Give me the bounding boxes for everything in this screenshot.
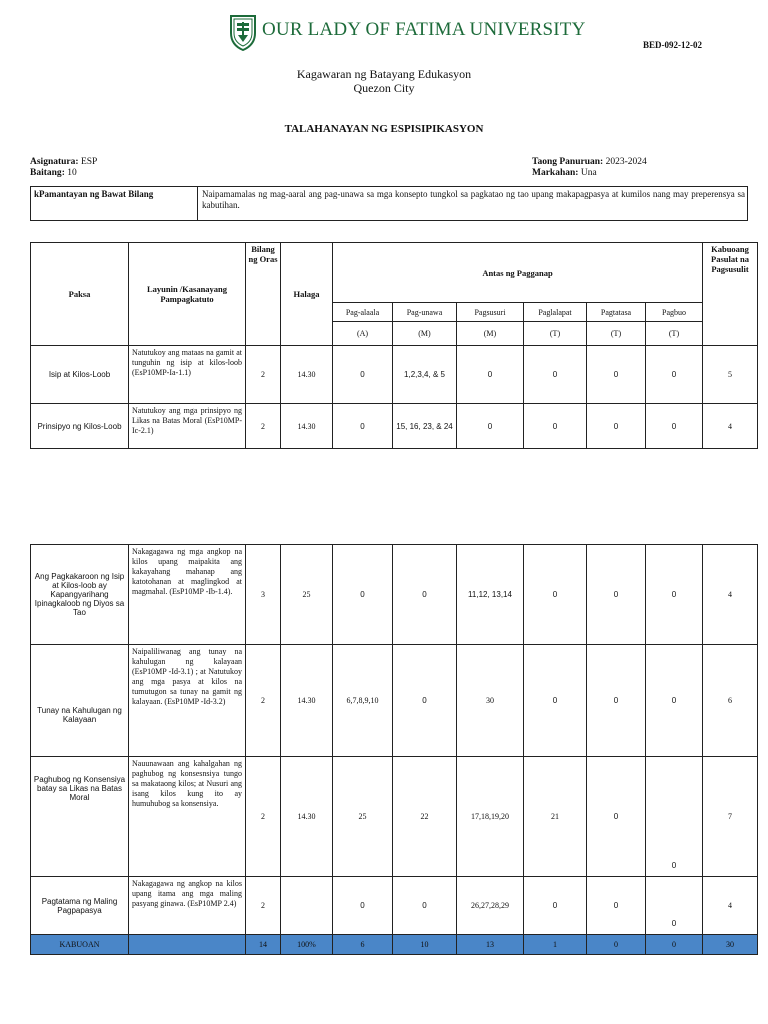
topic-cell: Ang Pagkakaroon ng Isip at Kilos-loob ay Kapangyarihang Ipinagkaloob ng Diyos sa Tao: [31, 545, 129, 645]
level-cell: 0: [524, 545, 587, 645]
department-heading: [0, 67, 768, 95]
standard-text: Naipamamalas ng mag-aaral ang pag-unawa sa mga konsepto tungkol sa pagkatao ng tao upang makapagpasya at kumilos nang may preperensya sa kabutihan.: [202, 189, 745, 210]
quarter-line: Markahan: Una: [532, 168, 597, 178]
hours-cell: 2: [246, 404, 281, 449]
school-year-value: 2023-2024: [605, 157, 647, 167]
total-cell: 4: [703, 545, 758, 645]
level-cell: 0: [524, 645, 587, 757]
hours-cell: 2: [246, 877, 281, 935]
grade-value: 10: [67, 168, 77, 178]
level-cell: 0: [457, 346, 524, 404]
level-cell: 0: [587, 404, 646, 449]
topic-cell: Paghubog ng Konsensiya batay sa Likas na Batas Moral: [31, 757, 129, 877]
objective-cell: Natutukoy ang mga prinsipyo ng Likas na Batas Moral (EsP10MP-Ic-2.1): [129, 404, 246, 449]
level-cell: 22: [393, 757, 457, 877]
level-cell: 0: [393, 645, 457, 757]
header-hours: Bilang ng Oras: [246, 243, 281, 346]
level-cell: 11,12, 13,14: [457, 545, 524, 645]
totals-level: 1: [524, 935, 587, 955]
level-cell: 1,2,3,4, & 5: [393, 346, 457, 404]
level-name: Pagtatasa: [587, 303, 646, 322]
level-cell: 0: [587, 757, 646, 877]
level-cell: 0: [646, 757, 703, 877]
objective-cell: Nauunawaan ang kahalgahan ng paghubog ng konsesnsiya tungo sa makataong kilos; at Nusuri ang isang kilos kung ito ay humuhubog sa konsensiya.: [129, 757, 246, 877]
subject-line: Asignatura: ESP: [30, 157, 98, 167]
topic-cell: Isip at Kilos-Loob: [31, 346, 129, 404]
level-cell: 0: [587, 645, 646, 757]
table-row: [31, 404, 758, 449]
totals-level: 0: [587, 935, 646, 955]
subject-value: ESP: [80, 157, 98, 167]
totals-level: 10: [393, 935, 457, 955]
level-cell: 21: [524, 757, 587, 877]
totals-row: [31, 935, 758, 955]
table-row: [31, 346, 758, 404]
level-cell: 0: [587, 346, 646, 404]
table-row: [31, 877, 758, 935]
totals-grand: 30: [703, 935, 758, 955]
level-cell: 0: [646, 346, 703, 404]
level-cell: 0: [646, 645, 703, 757]
topic-cell: Pagtatama ng Maling Pagpapasya: [31, 877, 129, 935]
university-seal-icon: [228, 13, 258, 51]
table-row: [31, 545, 758, 645]
weight-cell: 25: [281, 545, 333, 645]
level-cell: 17,18,19,20: [457, 757, 524, 877]
level-name: Pag-alaala: [333, 303, 393, 322]
document-code: BED-092-12-02: [643, 40, 702, 50]
level-name: Pag-unawa: [393, 303, 457, 322]
total-cell: 4: [703, 404, 758, 449]
level-cell: 26,27,28,29: [457, 877, 524, 935]
page-title: TALAHANAYAN NG ESPISIPIKASYON: [284, 123, 484, 135]
totals-label: KABUOAN: [31, 935, 129, 955]
totals-hours: 14: [246, 935, 281, 955]
level-code: (A): [333, 322, 393, 346]
grade-line: Baitang: 10: [30, 168, 77, 178]
specification-table-top: [30, 242, 758, 449]
header-topic: Paksa: [31, 243, 129, 346]
totals-weight: 100%: [281, 935, 333, 955]
level-code: (T): [646, 322, 703, 346]
header-levels: Antas ng Pagganap: [333, 243, 703, 303]
totals-level: 0: [646, 935, 703, 955]
weight-cell: 14.30: [281, 404, 333, 449]
level-cell: 0: [333, 877, 393, 935]
level-code: (T): [587, 322, 646, 346]
hours-cell: 2: [246, 346, 281, 404]
table-row: [31, 645, 758, 757]
total-cell: 7: [703, 757, 758, 877]
level-cell: 0: [587, 877, 646, 935]
totals-empty: [129, 935, 246, 955]
topic-cell: Prinsipyo ng Kilos-Loob: [31, 404, 129, 449]
department-name: Kagawaran ng Batayang Edukasyon: [296, 67, 472, 81]
level-cell: 0: [457, 404, 524, 449]
level-code: (M): [393, 322, 457, 346]
level-cell: 25: [333, 757, 393, 877]
level-cell: 0: [524, 346, 587, 404]
header-total: Kabuoang Pasulat na Pagsusulit: [703, 243, 758, 346]
level-name: Pagsusuri: [457, 303, 524, 322]
hours-cell: 3: [246, 545, 281, 645]
level-cell: 0: [646, 545, 703, 645]
level-cell: 0: [333, 545, 393, 645]
level-code: (M): [457, 322, 524, 346]
weight-cell: 14.30: [281, 346, 333, 404]
weight-cell: [281, 877, 333, 935]
standard-label: kPamantayan ng Bawat Bilang: [31, 187, 198, 220]
level-cell: 0: [393, 545, 457, 645]
weight-cell: 14.30: [281, 757, 333, 877]
level-cell: 30: [457, 645, 524, 757]
level-cell: 0: [393, 877, 457, 935]
quarter-value: Una: [580, 168, 597, 178]
header-weight: Halaga: [281, 243, 333, 346]
objective-cell: Nakagagawa ng angkop na kilos upang itama ang mga maling pasyang ginawa. (EsP10MP 2.4): [129, 877, 246, 935]
level-cell: 0: [524, 404, 587, 449]
level-cell: 0: [333, 404, 393, 449]
objective-cell: Nakagagawa ng mga angkop na kilos upang maipakita ang kakayahang mahanap ang katotohanan at maglingkod at magmahal. (EsP10MP -Ib-1.4).: [129, 545, 246, 645]
totals-level: 13: [457, 935, 524, 955]
city-name: Quezon City: [353, 81, 415, 95]
level-name: Pagbuo: [646, 303, 703, 322]
objective-cell: Natutukoy ang mataas na gamit at tunguhin ng isip at kilos-loob (EsP10MP-Ia-1.1): [129, 346, 246, 404]
level-cell: 0: [333, 346, 393, 404]
table-row: [31, 757, 758, 877]
header-objective: Layunin /Kasanayang Pampagkatuto: [129, 243, 246, 346]
university-name: OUR LADY OF FATIMA UNIVERSITY: [262, 19, 586, 40]
level-name: Paglalapat: [524, 303, 587, 322]
level-cell: 0: [646, 877, 703, 935]
level-cell: 0: [524, 877, 587, 935]
hours-cell: 2: [246, 645, 281, 757]
level-cell: 0: [646, 404, 703, 449]
level-code: (T): [524, 322, 587, 346]
level-cell: 6,7,8,9,10: [333, 645, 393, 757]
school-year-line: Taong Panuruan: 2023-2024: [532, 157, 647, 167]
standard-box: [30, 186, 748, 221]
weight-cell: 14.30: [281, 645, 333, 757]
total-cell: 6: [703, 645, 758, 757]
total-cell: 5: [703, 346, 758, 404]
totals-level: 6: [333, 935, 393, 955]
total-cell: 4: [703, 877, 758, 935]
level-cell: 0: [587, 545, 646, 645]
level-cell: 15, 16, 23, & 24: [393, 404, 457, 449]
specification-table-bottom: [30, 544, 758, 955]
hours-cell: 2: [246, 757, 281, 877]
topic-cell: Tunay na Kahulugan ng Kalayaan: [31, 645, 129, 757]
objective-cell: Naipaliliwanag ang tunay na kahulugan ng kalayaan (EsP10MP -Id-3.1) ; at Natutukoy ang mga pasya at kilos na tumutugon sa tunay na gamit ng kalayaan. (EsP10MP -Id-3.2): [129, 645, 246, 757]
